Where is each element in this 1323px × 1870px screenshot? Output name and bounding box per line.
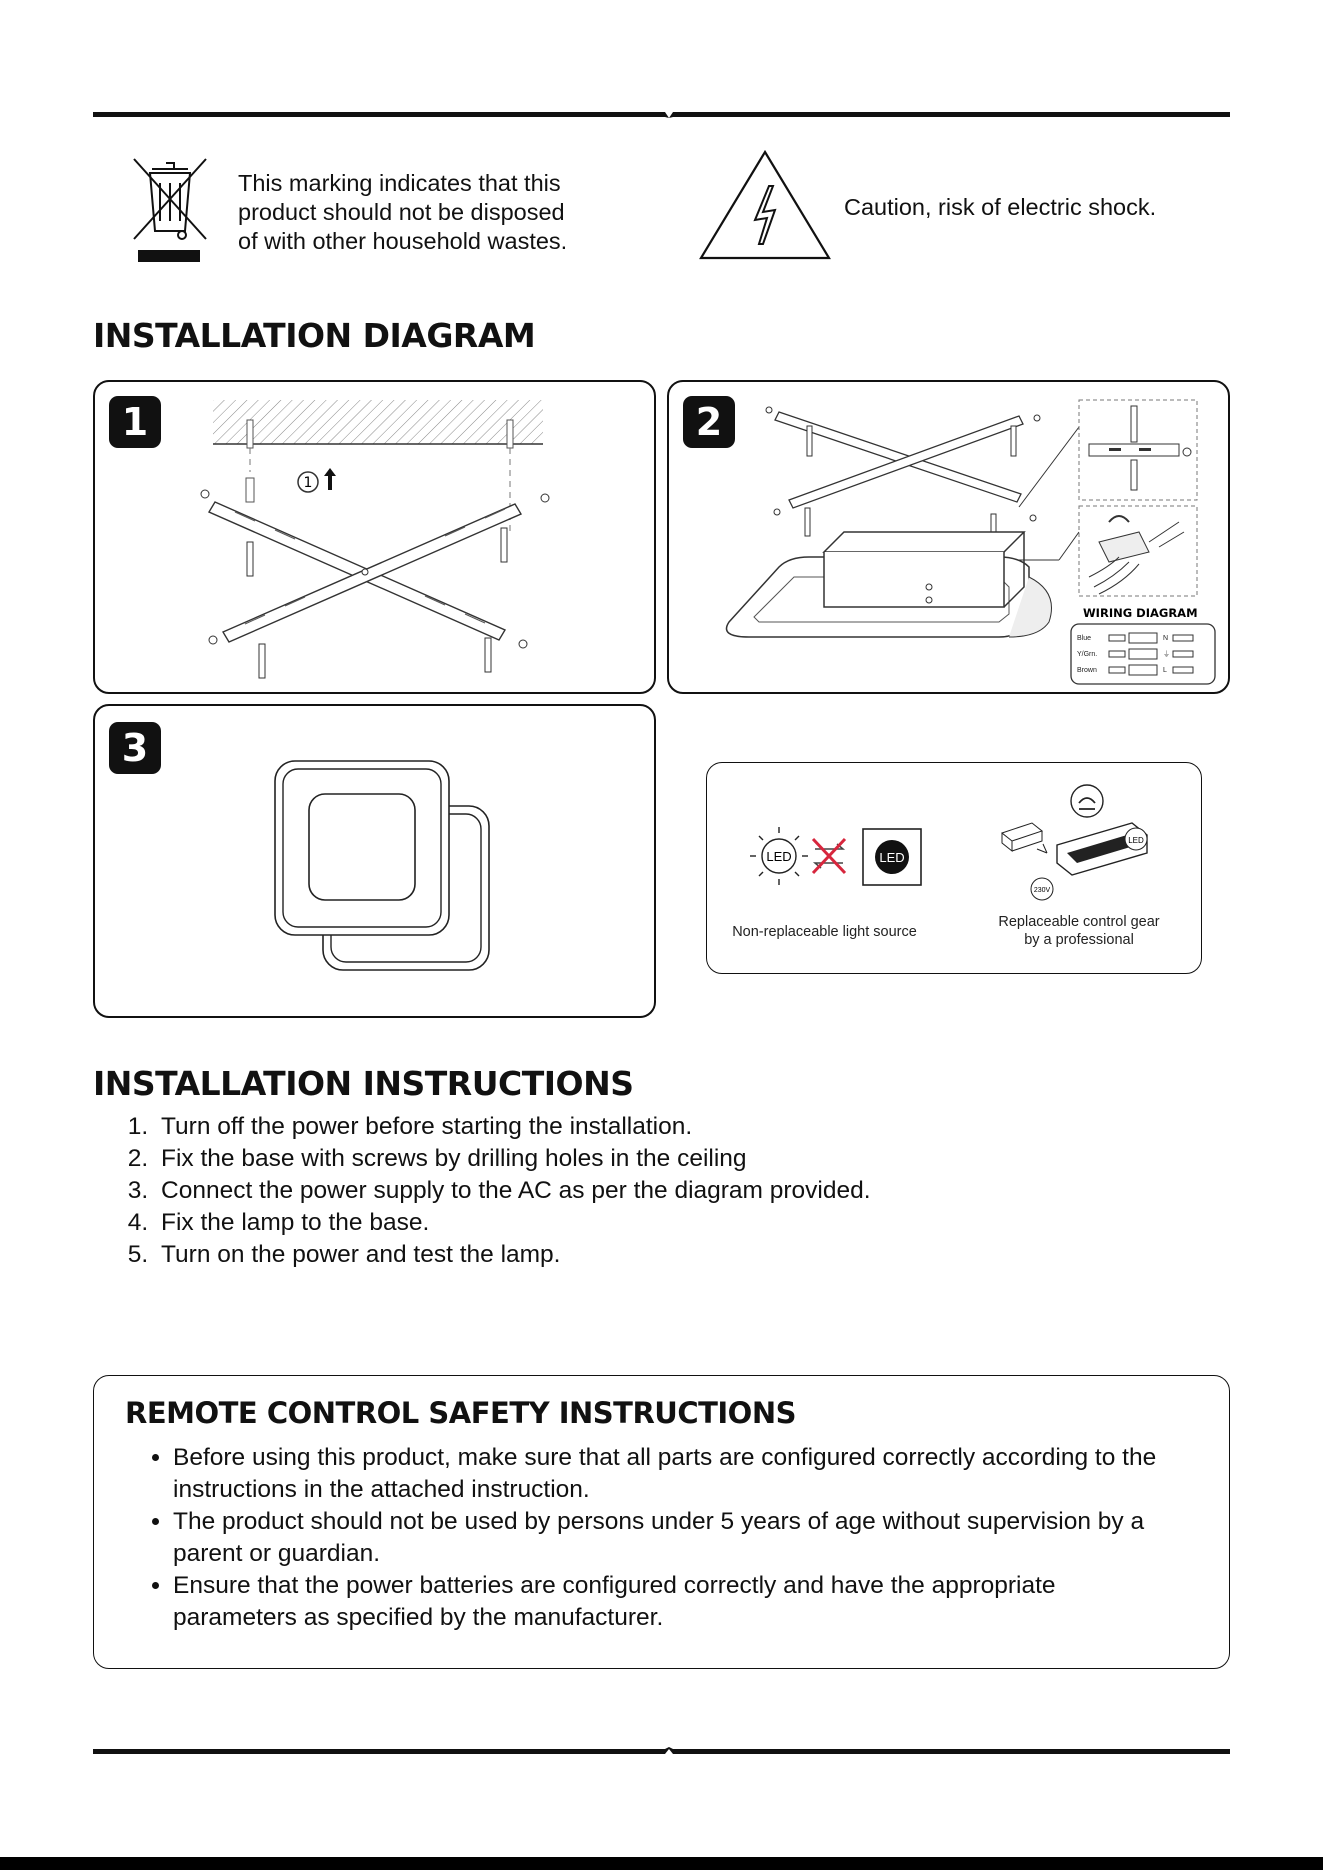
terminal-label-earth: ⏚ <box>1163 651 1170 658</box>
list-item: 2. Fix the base with screws by drilling holes in the ceiling <box>155 1143 1093 1175</box>
list-item: • The product should not be used by persons under 5 years of age without supervision by a parent or guardian. <box>173 1506 1185 1570</box>
list-item: • Before using this product, make sure that all parts are configured correctly according to the instructions in the attached instruction. <box>173 1442 1185 1506</box>
page-bottom-edge <box>0 1857 1323 1870</box>
weee-text-line: product should not be disposed <box>238 199 565 225</box>
step-1-badge: 1 <box>109 396 161 448</box>
top-divider <box>93 110 1230 116</box>
control-gear-icon <box>1002 785 1147 900</box>
control-gear-caption <box>969 913 1189 949</box>
weee-text <box>238 169 567 256</box>
step-1-callout-number: 1 <box>303 475 313 491</box>
shock-warning-text: Caution, risk of electric shock. <box>844 194 1157 220</box>
bottom-divider <box>93 1747 1230 1753</box>
wire-label-yellow-green: Y/Grn. <box>1077 651 1098 658</box>
weee-text-line: This marking indicates that this <box>238 170 561 196</box>
control-gear-led-label: LED <box>1128 836 1144 845</box>
voltage-label: 230V <box>1033 887 1051 894</box>
remote-safety-heading: REMOTE CONTROL SAFETY INSTRUCTIONS <box>125 1396 796 1430</box>
light-source-info-box <box>706 762 1202 974</box>
installation-steps-list <box>93 1111 1093 1271</box>
electric-shock-warning-icon <box>697 148 833 267</box>
control-gear-caption-line: Replaceable control gear <box>998 914 1160 930</box>
weee-text-line: of with other household wastes. <box>238 228 568 254</box>
wiring-diagram-title: WIRING DIAGRAM <box>1083 606 1198 620</box>
step-1-panel <box>93 380 656 694</box>
list-item: 3. Connect the power supply to the AC as per the diagram provided. <box>155 1175 1093 1207</box>
wire-label-brown: Brown <box>1077 667 1097 674</box>
list-item: • Ensure that the power batteries are configured correctly and have the appropriate parameters as specified by the manufacturer. <box>173 1570 1185 1634</box>
installation-diagram-heading: INSTALLATION DIAGRAM <box>93 316 536 355</box>
no-replace-icon <box>813 839 845 873</box>
ceiling-mount-drawing <box>95 382 655 692</box>
led-label: LED <box>766 849 792 864</box>
step-2-badge: 2 <box>683 396 735 448</box>
led-bulb-icon <box>750 827 808 885</box>
wiring-and-base-drawing <box>669 382 1229 692</box>
list-item: 4. Fix the lamp to the base. <box>155 1207 1093 1239</box>
installation-instructions-heading: INSTALLATION INSTRUCTIONS <box>93 1064 634 1103</box>
step-3-badge: 3 <box>109 722 161 774</box>
non-replaceable-caption: Non-replaceable light source <box>732 924 917 940</box>
wire-label-blue: Blue <box>1077 635 1092 642</box>
terminal-label-live: L <box>1163 667 1167 674</box>
step-2-panel <box>667 380 1230 694</box>
remote-safety-list <box>125 1442 1185 1634</box>
remote-safety-box <box>93 1375 1230 1669</box>
led-module-icon <box>863 829 921 885</box>
terminal-label-neutral: N <box>1163 635 1169 642</box>
control-gear-caption-line: by a professional <box>1024 932 1134 948</box>
step-3-panel <box>93 704 656 1018</box>
weee-bin-icon <box>130 155 210 270</box>
lamp-fixture-drawing <box>95 706 655 1016</box>
led-module-label: LED <box>879 850 905 865</box>
list-item: 1. Turn off the power before starting the installation. <box>155 1111 1093 1143</box>
list-item: 5. Turn on the power and test the lamp. <box>155 1239 1093 1271</box>
